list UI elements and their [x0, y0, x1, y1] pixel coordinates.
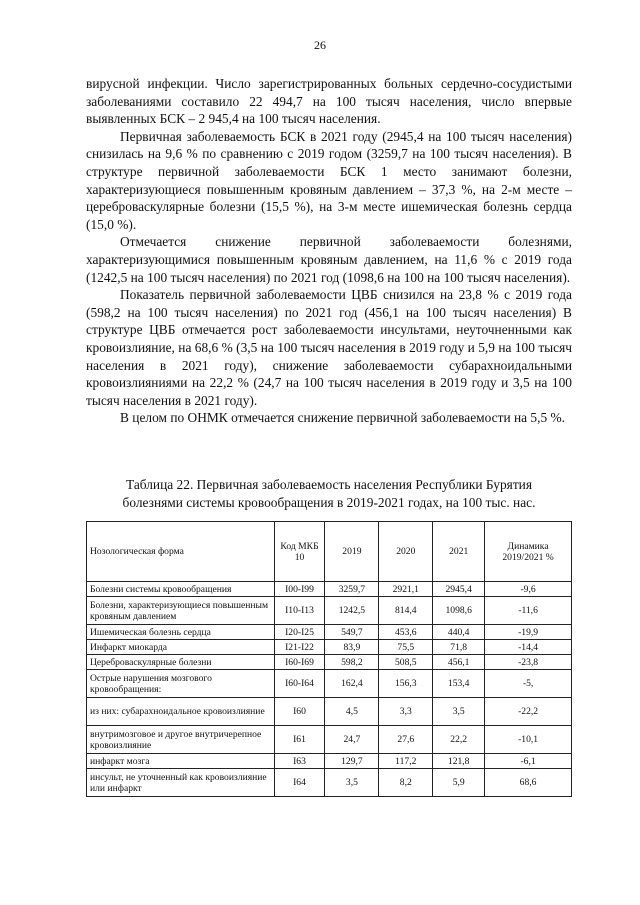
table-row — [87, 769, 572, 797]
cell-name: инсульт, не уточненный как кровоизлияние или инфаркт — [87, 769, 275, 797]
cell-2019: 24,7 — [325, 726, 379, 754]
table-header-row — [87, 522, 572, 582]
cell-dynamics: -22,2 — [485, 698, 572, 726]
header-form: Нозологическая форма — [87, 522, 275, 582]
cell-code: I21-I22 — [274, 640, 325, 655]
cell-name: Острые нарушения мозгового кровообращения: — [87, 670, 275, 698]
cell-name: Ишемическая болезнь сердца — [87, 625, 275, 640]
cell-code: I00-I99 — [274, 582, 325, 597]
header-dynamics: Динамика 2019/2021 % — [485, 522, 572, 582]
cell-2021: 1098,6 — [433, 597, 485, 625]
cell-code: I10-I13 — [274, 597, 325, 625]
page-number: 26 — [314, 38, 326, 52]
paragraph-4: Показатель первичной заболеваемости ЦВБ снизился на 23,8 % с 2019 года (598,2 на 100 тысяч населения) по 2021 год (456,1 на 100 тысяч населения) В структуре ЦВБ отмечается рост заболеваемости инсультами, неуточненными как кровоизлияние, на 68,6 % (3,5 на 100 тысяч населения в 2019 году и 5,9 на 100 тысяч населения в 2021 году), снижение заболеваемости субарахноидальными кровоизлияниями на 22,2 % (24,7 на 100 тысяч населения в 2019 году и 3,5 на 100 тысяч населения в 2021 году). — [86, 287, 572, 408]
header-2021: 2021 — [433, 522, 485, 582]
cell-name: Инфаркт миокарда — [87, 640, 275, 655]
paragraph-1: вирусной инфекции. Число зарегистрированных больных сердечно-сосудистыми заболеваниями составило 22 494,7 на 100 тысяч населения, число впервые выявленных БСК – 2 945,4 на 100 тысяч населения. — [86, 76, 572, 127]
cell-code: I60-I69 — [274, 655, 325, 670]
table-row — [87, 698, 572, 726]
morbidity-table — [86, 521, 572, 797]
cell-dynamics: -10,1 — [485, 726, 572, 754]
table-row — [87, 625, 572, 640]
cell-dynamics: -5, — [485, 670, 572, 698]
cell-2021: 71,8 — [433, 640, 485, 655]
cell-2020: 453,6 — [379, 625, 433, 640]
cell-2020: 27,6 — [379, 726, 433, 754]
cell-code: I60-I64 — [274, 670, 325, 698]
cell-2021: 3,5 — [433, 698, 485, 726]
paragraph-3: Отмечается снижение первичной заболеваемости болезнями, характеризующимися повышенным кровяным давлением, на 11,6 % с 2019 года (1242,5 на 100 тысяч населения) по 2021 год (1098,6 на 100 на 100 тысяч населения). — [86, 234, 572, 285]
cell-2019: 4,5 — [325, 698, 379, 726]
caption-line-2: болезнями системы кровообращения в 2019-2021 годах, на 100 тыс. нас. — [122, 494, 536, 510]
table-row — [87, 754, 572, 769]
cell-dynamics: -14,4 — [485, 640, 572, 655]
cell-2021: 5,9 — [433, 769, 485, 797]
cell-2019: 3259,7 — [325, 582, 379, 597]
cell-2019: 83,9 — [325, 640, 379, 655]
cell-2021: 456,1 — [433, 655, 485, 670]
cell-code: I60 — [274, 698, 325, 726]
cell-2019: 1242,5 — [325, 597, 379, 625]
table-row — [87, 670, 572, 698]
paragraph-2: Первичная заболеваемость БСК в 2021 году (2945,4 на 100 тысяч населения) снизилась на 9,6 % по сравнению с 2019 годом (3259,7 на 100 тысяч населения). В структуре первичной заболеваемости БСК 1 место занимают болезни, характеризующиеся повышенным кровяным давлением – 37,3 %, на 2-м месте – цереброваскулярные болезни (15,5 %), на 3-м месте ишемическая болезнь сердца (15,0 %). — [86, 128, 572, 232]
cell-2021: 22,2 — [433, 726, 485, 754]
cell-2019: 598,2 — [325, 655, 379, 670]
cell-dynamics: -6,1 — [485, 754, 572, 769]
cell-2019: 129,7 — [325, 754, 379, 769]
caption-line-1: Таблица 22. Первичная заболеваемость населения Республики Бурятия — [125, 477, 532, 492]
cell-dynamics: 68,6 — [485, 769, 572, 797]
cell-2021: 153,4 — [433, 670, 485, 698]
body-text — [86, 75, 572, 427]
table-row — [87, 582, 572, 597]
cell-2020: 117,2 — [379, 754, 433, 769]
cell-code: I63 — [274, 754, 325, 769]
cell-2020: 156,3 — [379, 670, 433, 698]
cell-2020: 8,2 — [379, 769, 433, 797]
header-code: Код МКБ 10 — [274, 522, 325, 582]
table-row — [87, 597, 572, 625]
cell-2021: 2945,4 — [433, 582, 485, 597]
cell-2019: 3,5 — [325, 769, 379, 797]
cell-dynamics: -23,8 — [485, 655, 572, 670]
cell-dynamics: -9,6 — [485, 582, 572, 597]
header-2019: 2019 — [325, 522, 379, 582]
table-row — [87, 726, 572, 754]
table-row — [87, 655, 572, 670]
cell-2019: 549,7 — [325, 625, 379, 640]
cell-2019: 162,4 — [325, 670, 379, 698]
table-caption — [86, 476, 572, 511]
cell-2020: 814,4 — [379, 597, 433, 625]
paragraph-5: В целом по ОНМК отмечается снижение первичной заболеваемости на 5,5 %. — [120, 410, 566, 426]
cell-2021: 121,8 — [433, 754, 485, 769]
cell-name: внутримозговое и другое внутричерепное кровоизлияние — [87, 726, 275, 754]
cell-name: Болезни, характеризующиеся повышенным кровяным давлением — [87, 597, 275, 625]
cell-name: Болезни системы кровообращения — [87, 582, 275, 597]
table-row — [87, 640, 572, 655]
cell-name: из них: субарахноидальное кровоизлияние — [87, 698, 275, 726]
cell-code: I20-I25 — [274, 625, 325, 640]
cell-code: I61 — [274, 726, 325, 754]
cell-name: Цереброваскулярные болезни — [87, 655, 275, 670]
cell-2020: 3,3 — [379, 698, 433, 726]
cell-2021: 440,4 — [433, 625, 485, 640]
cell-2020: 2921,1 — [379, 582, 433, 597]
cell-2020: 508,5 — [379, 655, 433, 670]
cell-name: инфаркт мозга — [87, 754, 275, 769]
cell-dynamics: -11,6 — [485, 597, 572, 625]
cell-dynamics: -19,9 — [485, 625, 572, 640]
cell-2020: 75,5 — [379, 640, 433, 655]
header-2020: 2020 — [379, 522, 433, 582]
cell-code: I64 — [274, 769, 325, 797]
